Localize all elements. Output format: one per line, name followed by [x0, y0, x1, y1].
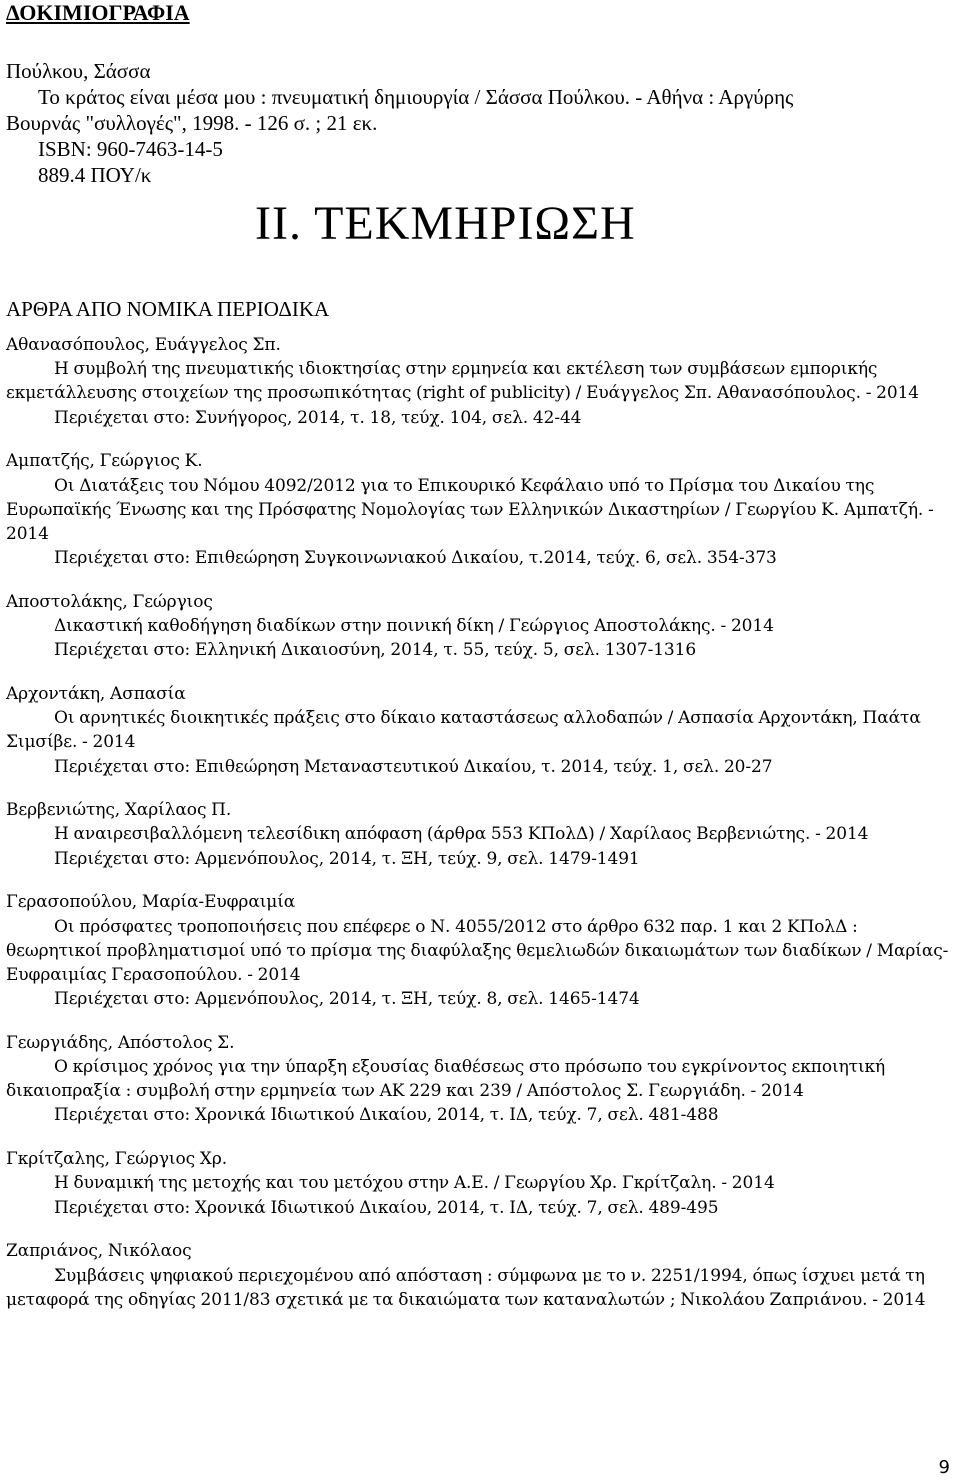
entry-author: Αποστολάκης, Γεώργιος [6, 591, 213, 612]
list-item [6, 449, 954, 570]
entry-source: Περιέχεται στο: Αρμενόπουλος, 2014, τ. ΞΗ, τεύχ. 8, σελ. 1465-1474 [54, 989, 640, 1010]
entry-source: Περιέχεται στο: Ελληνική Δικαιοσύνη, 2014, τ. 55, τεύχ. 5, σελ. 1307-1316 [54, 640, 697, 661]
list-item [6, 1031, 954, 1128]
entry-title: Οι πρόσφατες τροποποιήσεις που επέφερε ο Ν. 4055/2012 στο άρθρο 632 παρ. 1 και 2 ΚΠολΔ : θεωρητικοί προβληματισμοί υπό το πρίσμα της διαφύλαξης θεμελιωδών δικαιωμάτων των διαδίκων / Μαρίας-Ευφραιμίας Γερασοπούλου. - 2014 [6, 916, 949, 985]
subsection-heading: ΑΡΘΡΑ ΑΠΟ ΝΟΜΙΚΑ ΠΕΡΙΟΔΙΚΑ [6, 297, 330, 321]
list-item [6, 682, 954, 779]
article-list [6, 333, 954, 1331]
page-number: 9 [938, 1457, 950, 1478]
entry-title: Η δυναμική της μετοχής και του μετόχου στην Α.Ε. / Γεωργίου Χρ. Γκρίτζαλη. - 2014 [54, 1173, 775, 1194]
chapter-title: ΙΙ. ΤΕΚΜΗΡΙΩΣΗ [255, 197, 636, 250]
book-classification: 889.4 ΠΟΥ/κ [38, 163, 152, 187]
entry-title: Η αναιρεσιβαλλόμενη τελεσίδικη απόφαση (άρθρα 553 ΚΠολΔ) / Χαρίλαος Βερβενιώτης. - 2014 [54, 824, 869, 845]
entry-title: Συμβάσεις ψηφιακού περιεχομένου από απόσταση : σύμφωνα με το ν. 2251/1994, όπως ίσχυει μετά τη μεταφορά της οδηγίας 2011/83 σχετικά με τα δικαιώματα των καταναλωτών ; Νικολάου Ζαπριάνου. - 2014 [6, 1265, 926, 1310]
entry-source: Περιέχεται στο: Επιθεώρηση Μεταναστευτικού Δικαίου, τ. 2014, τεύχ. 1, σελ. 20-27 [54, 756, 773, 777]
book-author: Πούλκου, Σάσσα [6, 59, 151, 83]
entry-title: Οι Διατάξεις του Νόμου 4092/2012 για το Επικουρικό Κεφάλαιο υπό το Πρίσμα του Δικαίου της Ευρωπαϊκής Ένωσης και της Πρόσφατης Νομολογίας των Ελληνικών Δικαστηρίων / Γεωργίου Κ. Αμπατζή. - 2014 [6, 475, 934, 544]
entry-author: Αθανασόπουλος, Ευάγγελος Σπ. [6, 335, 281, 355]
entry-author: Γερασοπούλου, Μαρία-Ευφραιμία [6, 892, 296, 913]
list-item [6, 590, 954, 663]
entry-author: Αρχοντάκη, Ασπασία [6, 683, 186, 704]
entry-author: Ζαπριάνος, Νικόλαος [6, 1241, 192, 1262]
entry-author: Γεωργιάδης, Απόστολος Σ. [6, 1032, 235, 1053]
list-item [6, 1239, 954, 1312]
book-title-line-2: Βουρνάς "συλλογές", 1998. - 126 σ. ; 21 εκ. [6, 111, 378, 135]
entry-source: Περιέχεται στο: Αρμενόπουλος, 2014, τ. ΞΗ, τεύχ. 9, σελ. 1479-1491 [54, 848, 640, 869]
list-item [6, 890, 954, 1011]
book-title-line-1: Το κράτος είναι μέσα μου : πνευματική δημιουργία / Σάσσα Πούλκου. - Αθήνα : Αργύρης [38, 85, 794, 109]
entry-title: Ο κρίσιμος χρόνος για την ύπαρξη εξουσίας διαθέσεως στο πρόσωπο του εγκρίνοντος εκποιητική δικαιοπραξία : συμβολή στην ερμηνεία των ΑΚ 229 και 239 / Απόστολος Σ. Γεωργιάδη. - 2014 [6, 1057, 886, 1102]
entry-author: Βερβενιώτης, Χαρίλαος Π. [6, 800, 232, 821]
book-entry [6, 58, 793, 188]
section-heading: ΔΟΚΙΜΙΟΓΡΑΦΙΑ [6, 0, 190, 25]
entry-source: Περιέχεται στο: Χρονικά Ιδιωτικού Δικαίου, 2014, τ. ΙΔ, τεύχ. 7, σελ. 489-495 [54, 1197, 719, 1218]
entry-title: Δικαστική καθοδήγηση διαδίκων στην ποινική δίκη / Γεώργιος Αποστολάκης. - 2014 [54, 616, 774, 637]
entry-source: Περιέχεται στο: Χρονικά Ιδιωτικού Δικαίου, 2014, τ. ΙΔ, τεύχ. 7, σελ. 481-488 [54, 1105, 719, 1126]
entry-title: Η συμβολή της πνευματικής ιδιοκτησίας στην ερμηνεία και εκτέλεση των συμβάσεων εμπορικής εκμετάλλευσης στοιχείων της προσωπικότητας (right of publicity) / Ευάγγελος Σπ. Αθανασόπουλος. - 2014 [6, 359, 920, 404]
entry-title: Οι αρνητικές διοικητικές πράξεις στο δίκαιο καταστάσεως αλλοδαπών / Ασπασία Αρχοντάκη, Παάτα Σιμσίβε. - 2014 [6, 708, 921, 753]
list-item [6, 798, 954, 871]
book-isbn: ISBN: 960-7463-14-5 [38, 137, 223, 161]
list-item [6, 333, 954, 430]
list-item [6, 1147, 954, 1220]
entry-author: Αμπατζής, Γεώργιος Κ. [6, 451, 203, 472]
entry-source: Περιέχεται στο: Επιθεώρηση Συγκοινωνιακού Δικαίου, τ.2014, τεύχ. 6, σελ. 354-373 [54, 548, 777, 569]
entry-source: Περιέχεται στο: Συνήγορος, 2014, τ. 18, τεύχ. 104, σελ. 42-44 [54, 407, 582, 428]
entry-author: Γκρίτζαλης, Γεώργιος Χρ. [6, 1149, 228, 1170]
